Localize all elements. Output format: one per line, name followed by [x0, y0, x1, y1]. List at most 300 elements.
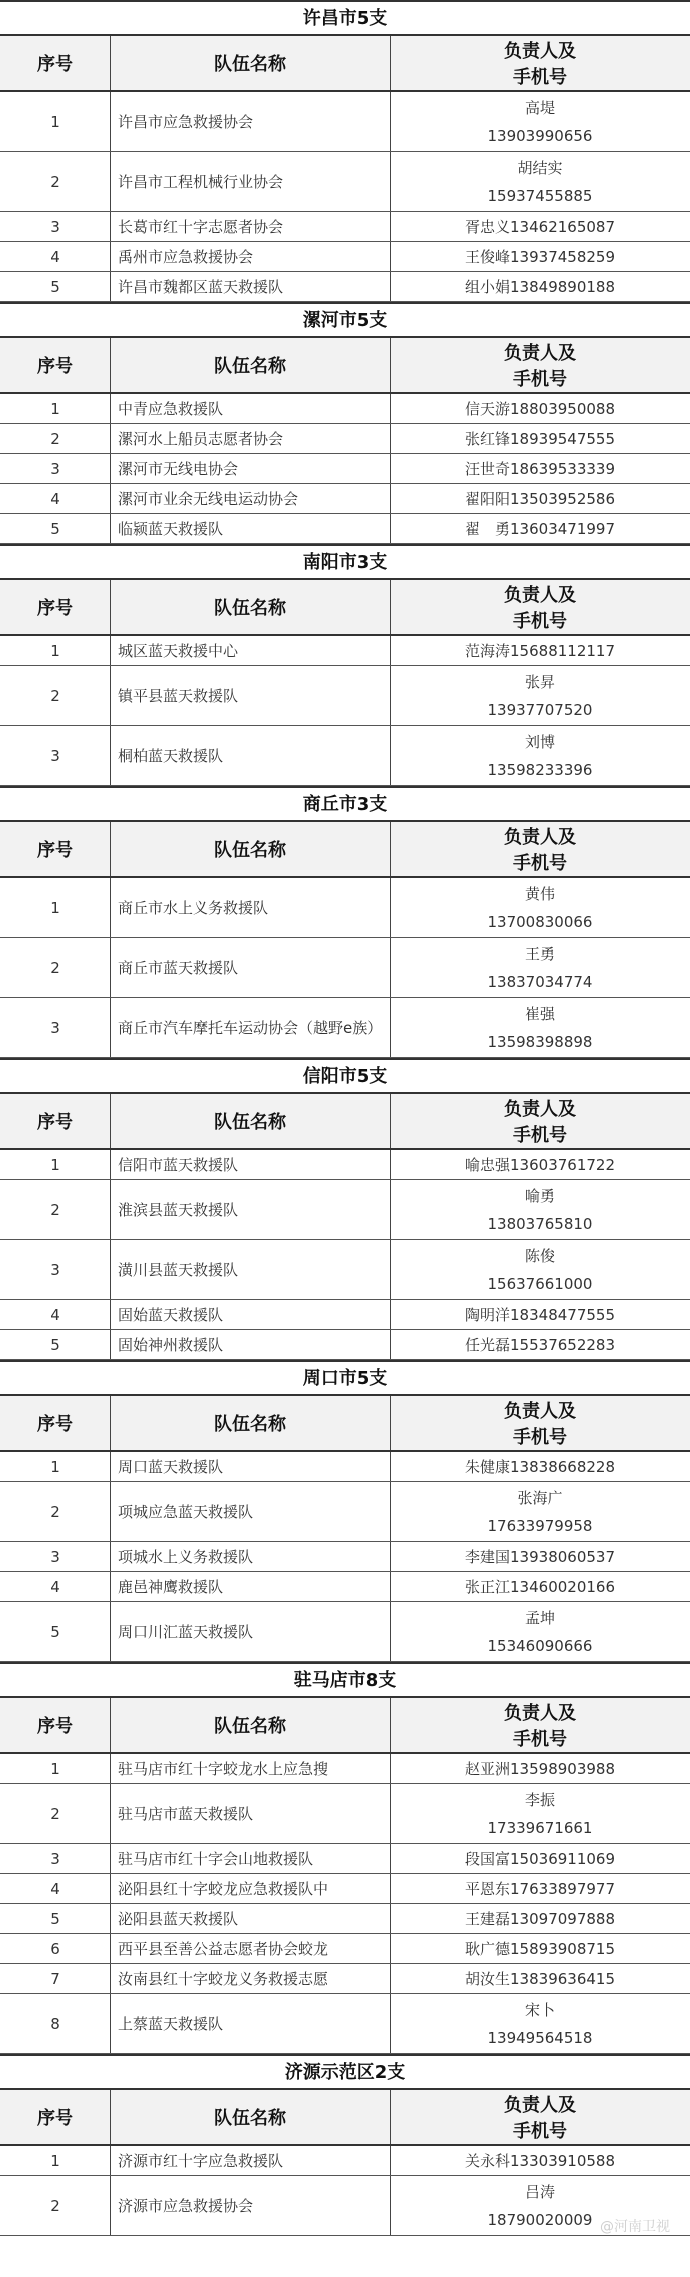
column-divider	[110, 822, 111, 876]
contact-name: 胥忠义	[465, 217, 511, 236]
column-divider	[110, 1754, 111, 1783]
header-seq: 序号	[37, 2108, 73, 2129]
contact-phone: 13837034774	[487, 972, 593, 991]
column-divider	[390, 1698, 391, 1752]
contact-cell	[390, 938, 690, 997]
column-divider	[390, 2146, 391, 2175]
contact-line	[465, 1935, 615, 1963]
column-divider	[110, 152, 111, 211]
team-name: 中青应急救援队	[118, 399, 224, 418]
team-name: 商丘市汽车摩托车运动协会（越野e族）	[118, 1018, 383, 1037]
row-number: 5	[50, 1335, 60, 1354]
contact-line	[465, 1875, 615, 1903]
column-divider	[390, 1482, 391, 1541]
header-contact-line2: 手机号	[513, 67, 567, 88]
team-name: 固始蓝天救援队	[118, 1305, 224, 1324]
column-divider	[390, 1180, 391, 1239]
contact-cell	[390, 454, 690, 483]
column-divider	[390, 1094, 391, 1148]
contact-name: 黄伟	[524, 884, 555, 903]
header-contact-line2: 手机号	[513, 2121, 567, 2142]
row-number: 5	[50, 277, 60, 296]
header-team: 队伍名称	[214, 54, 286, 75]
contact-cell	[390, 1964, 690, 1993]
contact-phone: 13462165087	[510, 217, 615, 236]
column-divider	[110, 1542, 111, 1571]
header-team: 队伍名称	[214, 1716, 286, 1737]
column-divider	[390, 998, 391, 1057]
contact-phone: 15688112117	[510, 641, 615, 660]
header-team: 队伍名称	[214, 2108, 286, 2129]
table-row	[0, 92, 690, 152]
section-title: 周口市5支	[0, 1360, 690, 1394]
contact-cell	[390, 2146, 690, 2175]
row-number: 1	[50, 641, 60, 660]
header-seq: 序号	[37, 54, 73, 75]
contact-phone: 15937455885	[487, 186, 593, 205]
contact-phone: 18790020009	[487, 2210, 593, 2229]
contact-phone: 13598903988	[510, 1759, 615, 1778]
table-row	[0, 1964, 690, 1994]
team-name: 漯河市业余无线电运动协会	[118, 489, 299, 508]
table-header	[0, 34, 690, 92]
team-name: 上蔡蓝天救援队	[118, 2014, 224, 2033]
header-contact-line1: 负责人及	[504, 2095, 576, 2116]
watermark: @河南卫视	[600, 2219, 670, 2235]
team-name: 驻马店市红十字会山地救援队	[118, 1849, 314, 1868]
contact-name: 平恩东	[465, 1879, 511, 1898]
column-divider	[390, 1150, 391, 1179]
column-divider	[110, 394, 111, 423]
contact-name: 任光磊	[465, 1335, 511, 1354]
contact-cell	[390, 424, 690, 453]
contact-line	[465, 1543, 615, 1571]
team-name: 长葛市红十字志愿者协会	[118, 217, 284, 236]
column-divider	[110, 1180, 111, 1239]
contact-name: 孟坤	[524, 1608, 555, 1627]
contact-phone: 15637661000	[487, 1274, 593, 1293]
row-number: 3	[50, 1018, 60, 1037]
contact-name: 汪世奇	[465, 459, 511, 478]
contact-cell	[390, 394, 690, 423]
header-contact-line1: 负责人及	[504, 1099, 576, 1120]
column-divider	[390, 2176, 391, 2235]
contact-cell	[390, 152, 690, 211]
table-row	[0, 1994, 690, 2054]
table-row	[0, 1602, 690, 1662]
table-row	[0, 1934, 690, 1964]
contact-name: 朱健康	[465, 1457, 511, 1476]
row-number: 1	[50, 898, 60, 917]
team-name: 固始神州救援队	[118, 1335, 224, 1354]
column-divider	[390, 726, 391, 785]
contact-line	[465, 1331, 615, 1359]
row-number: 4	[50, 1577, 60, 1596]
header-team: 队伍名称	[214, 1112, 286, 1133]
team-name: 济源市红十字应急救援队	[118, 2151, 284, 2170]
table-row	[0, 1904, 690, 1934]
contact-cell	[390, 514, 690, 543]
team-name: 泌阳县蓝天救援队	[118, 1909, 239, 1928]
contact-phone: 13603471997	[510, 519, 615, 538]
contact-line	[465, 1573, 615, 1601]
contact-phone: 13803765810	[487, 1214, 593, 1233]
contact-line	[465, 1845, 615, 1873]
column-divider	[110, 1602, 111, 1661]
contact-line	[465, 1453, 615, 1481]
team-name: 鹿邑神鹰救援队	[118, 1577, 224, 1596]
column-divider	[390, 92, 391, 151]
column-divider	[110, 938, 111, 997]
column-divider	[110, 1094, 111, 1148]
contact-name: 赵亚洲	[465, 1759, 511, 1778]
table-row	[0, 1542, 690, 1572]
contact-cell	[390, 1904, 690, 1933]
contact-name: 关永科	[465, 2151, 511, 2170]
team-name: 镇平县蓝天救援队	[118, 686, 239, 705]
contact-line	[465, 637, 615, 665]
column-divider	[110, 1240, 111, 1299]
contact-line	[465, 455, 615, 483]
table-row	[0, 2176, 690, 2236]
column-divider	[390, 1754, 391, 1783]
column-divider	[390, 2090, 391, 2144]
table-row	[0, 1844, 690, 1874]
section-title: 商丘市3支	[0, 786, 690, 820]
row-number: 6	[50, 1939, 60, 1958]
header-team: 队伍名称	[214, 840, 286, 861]
column-divider	[110, 1964, 111, 1993]
contact-phone: 13949564518	[487, 2028, 593, 2047]
column-divider	[390, 484, 391, 513]
table-row	[0, 1572, 690, 1602]
contact-name: 胡汝生	[465, 1969, 511, 1988]
header-contact-line2: 手机号	[513, 853, 567, 874]
contact-phone: 13097097888	[510, 1909, 615, 1928]
column-divider	[110, 1300, 111, 1329]
contact-cell	[390, 212, 690, 241]
header-contact	[390, 1094, 690, 1148]
contact-cell	[390, 1150, 690, 1179]
header-seq: 序号	[37, 356, 73, 377]
team-name: 许昌市魏都区蓝天救援队	[118, 277, 284, 296]
contact-cell	[390, 1482, 690, 1541]
column-divider	[390, 1240, 391, 1299]
column-divider	[110, 272, 111, 301]
column-divider	[110, 1150, 111, 1179]
column-divider	[110, 2090, 111, 2144]
row-number: 3	[50, 1849, 60, 1868]
column-divider	[110, 484, 111, 513]
row-number: 5	[50, 519, 60, 538]
header-seq: 序号	[37, 1716, 73, 1737]
contact-line	[465, 243, 615, 271]
contact-cell	[390, 1602, 690, 1661]
table-row	[0, 1754, 690, 1784]
column-divider	[110, 2176, 111, 2235]
column-divider	[390, 1542, 391, 1571]
contact-phone: 18803950088	[510, 399, 615, 418]
team-name: 商丘市蓝天救援队	[118, 958, 239, 977]
row-number: 4	[50, 247, 60, 266]
contact-cell	[390, 92, 690, 151]
row-number: 8	[50, 2014, 60, 2033]
column-divider	[110, 1698, 111, 1752]
header-contact-line2: 手机号	[513, 1729, 567, 1750]
contact-line	[465, 1301, 615, 1329]
contact-name: 翟 勇	[465, 519, 511, 538]
table-row	[0, 272, 690, 302]
contact-name: 刘博	[524, 732, 555, 751]
team-name: 漯河水上船员志愿者协会	[118, 429, 284, 448]
table-row	[0, 878, 690, 938]
column-divider	[390, 1784, 391, 1843]
section-title: 漯河市5支	[0, 302, 690, 336]
column-divider	[110, 666, 111, 725]
column-divider	[390, 878, 391, 937]
column-divider	[390, 580, 391, 634]
column-divider	[390, 1330, 391, 1359]
row-number: 1	[50, 1155, 60, 1174]
team-name: 项城水上义务救援队	[118, 1547, 254, 1566]
team-name: 泌阳县红十字蛟龙应急救援队中	[118, 1879, 329, 1898]
section-title: 信阳市5支	[0, 1058, 690, 1092]
contact-phone: 17339671661	[487, 1818, 593, 1837]
column-divider	[390, 338, 391, 392]
row-number: 1	[50, 1759, 60, 1778]
team-name: 驻马店市蓝天救援队	[118, 1804, 254, 1823]
column-divider	[110, 878, 111, 937]
team-name: 周口川汇蓝天救援队	[118, 1622, 254, 1641]
contact-line	[465, 485, 615, 513]
column-divider	[110, 1874, 111, 1903]
table-header	[0, 1394, 690, 1452]
table-row	[0, 484, 690, 514]
team-name: 潢川县蓝天救援队	[118, 1260, 239, 1279]
contact-name: 王建磊	[465, 1909, 511, 1928]
row-number: 2	[50, 1200, 60, 1219]
contact-line	[465, 395, 615, 423]
contact-phone: 17633897977	[510, 1879, 615, 1898]
contact-phone: 13839636415	[510, 1969, 615, 1988]
contact-name: 耿广德	[465, 1939, 511, 1958]
header-contact-line2: 手机号	[513, 369, 567, 390]
header-contact-line1: 负责人及	[504, 1401, 576, 1422]
contact-phone: 13838668228	[510, 1457, 615, 1476]
row-number: 7	[50, 1969, 60, 1988]
section-title: 济源示范区2支	[0, 2054, 690, 2088]
table-row	[0, 1452, 690, 1482]
contact-name: 张正江	[465, 1577, 511, 1596]
row-number: 5	[50, 1622, 60, 1641]
contact-name: 喻勇	[524, 1186, 555, 1205]
team-name: 项城应急蓝天救援队	[118, 1502, 254, 1521]
contact-phone: 18639533339	[510, 459, 615, 478]
column-divider	[390, 1602, 391, 1661]
column-divider	[390, 394, 391, 423]
table-row	[0, 1240, 690, 1300]
contact-line	[465, 1151, 615, 1179]
column-divider	[390, 938, 391, 997]
contact-cell	[390, 998, 690, 1057]
contact-cell	[390, 878, 690, 937]
contact-cell	[390, 1874, 690, 1903]
section-title: 南阳市3支	[0, 544, 690, 578]
table-row	[0, 666, 690, 726]
column-divider	[390, 514, 391, 543]
contact-phone: 13460020166	[510, 1577, 615, 1596]
table-row	[0, 1482, 690, 1542]
column-divider	[110, 1934, 111, 1963]
column-divider	[110, 424, 111, 453]
row-number: 4	[50, 1879, 60, 1898]
contact-cell	[390, 1754, 690, 1783]
section-title: 许昌市5支	[0, 0, 690, 34]
contact-phone: 13303910588	[510, 2151, 615, 2170]
contact-line	[465, 1755, 615, 1783]
header-contact-line1: 负责人及	[504, 827, 576, 848]
column-divider	[110, 36, 111, 90]
table-header	[0, 1092, 690, 1150]
header-contact	[390, 1698, 690, 1752]
contact-cell	[390, 1934, 690, 1963]
contact-phone: 17633979958	[487, 1516, 593, 1535]
table-row	[0, 636, 690, 666]
contact-name: 喻忠强	[465, 1155, 511, 1174]
table-row	[0, 212, 690, 242]
contact-name: 崔强	[524, 1004, 555, 1023]
contact-phone: 13849890188	[510, 277, 615, 296]
table-row	[0, 1330, 690, 1360]
column-divider	[390, 636, 391, 665]
table-row	[0, 2146, 690, 2176]
contact-line	[465, 425, 615, 453]
row-number: 5	[50, 1909, 60, 1928]
column-divider	[390, 1452, 391, 1481]
column-divider	[390, 272, 391, 301]
team-name: 淮滨县蓝天救援队	[118, 1200, 239, 1219]
team-name: 桐柏蓝天救援队	[118, 746, 224, 765]
contact-cell	[390, 272, 690, 301]
row-number: 1	[50, 112, 60, 131]
contact-phone: 15346090666	[487, 1636, 593, 1655]
column-divider	[390, 152, 391, 211]
row-number: 2	[50, 958, 60, 977]
contact-cell	[390, 1300, 690, 1329]
contact-cell	[390, 666, 690, 725]
header-contact-line1: 负责人及	[504, 41, 576, 62]
team-name: 济源市应急救援协会	[118, 2196, 254, 2215]
team-name: 许昌市应急救援协会	[118, 112, 254, 131]
column-divider	[110, 338, 111, 392]
contact-line	[465, 515, 615, 543]
team-name: 城区蓝天救援中心	[118, 641, 239, 660]
row-number: 3	[50, 459, 60, 478]
row-number: 2	[50, 429, 60, 448]
column-divider	[390, 1904, 391, 1933]
row-number: 3	[50, 1547, 60, 1566]
column-divider	[110, 454, 111, 483]
contact-name: 范海涛	[465, 641, 511, 660]
contact-line	[465, 213, 615, 241]
row-number: 1	[50, 399, 60, 418]
contact-line	[465, 2147, 615, 2175]
team-name: 商丘市水上义务救援队	[118, 898, 269, 917]
section-title: 驻马店市8支	[0, 1662, 690, 1696]
contact-phone: 15893908715	[510, 1939, 615, 1958]
contact-name: 信天游	[465, 399, 511, 418]
row-number: 2	[50, 686, 60, 705]
contact-line	[465, 1965, 615, 1993]
contact-cell	[390, 1452, 690, 1481]
header-contact	[390, 338, 690, 392]
team-name: 周口蓝天救援队	[118, 1457, 224, 1476]
team-name: 西平县至善公益志愿者协会蛟龙	[118, 1939, 329, 1958]
row-number: 1	[50, 2151, 60, 2170]
column-divider	[110, 726, 111, 785]
row-number: 3	[50, 217, 60, 236]
column-divider	[110, 1994, 111, 2053]
row-number: 2	[50, 172, 60, 191]
column-divider	[110, 514, 111, 543]
header-seq: 序号	[37, 1112, 73, 1133]
column-divider	[390, 1994, 391, 2053]
contact-phone: 13503952586	[510, 489, 615, 508]
team-name: 信阳市蓝天救援队	[118, 1155, 239, 1174]
header-team: 队伍名称	[214, 598, 286, 619]
table-row	[0, 242, 690, 272]
contact-phone: 13937707520	[487, 700, 593, 719]
column-divider	[110, 1572, 111, 1601]
column-divider	[110, 1904, 111, 1933]
contact-name: 张红锋	[465, 429, 511, 448]
column-divider	[110, 636, 111, 665]
team-name: 漯河市无线电协会	[118, 459, 239, 478]
header-contact	[390, 822, 690, 876]
column-divider	[110, 998, 111, 1057]
contact-phone: 13700830066	[487, 912, 593, 931]
row-number: 2	[50, 1502, 60, 1521]
contact-name: 陈俊	[524, 1246, 555, 1265]
table-row	[0, 1300, 690, 1330]
header-contact-line2: 手机号	[513, 611, 567, 632]
header-team: 队伍名称	[214, 1414, 286, 1435]
table-header	[0, 2088, 690, 2146]
header-contact	[390, 1396, 690, 1450]
row-number: 1	[50, 1457, 60, 1476]
header-seq: 序号	[37, 1414, 73, 1435]
column-divider	[110, 1482, 111, 1541]
team-name: 禹州市应急救援协会	[118, 247, 254, 266]
column-divider	[110, 242, 111, 271]
row-number: 4	[50, 1305, 60, 1324]
row-number: 3	[50, 1260, 60, 1279]
table-header	[0, 820, 690, 878]
table-row	[0, 394, 690, 424]
contact-cell	[390, 1180, 690, 1239]
header-contact	[390, 36, 690, 90]
contact-name: 陶明洋	[465, 1305, 511, 1324]
header-contact-line2: 手机号	[513, 1427, 567, 1448]
contact-cell	[390, 484, 690, 513]
contact-phone: 13598233396	[487, 760, 593, 779]
header-seq: 序号	[37, 598, 73, 619]
contact-cell	[390, 242, 690, 271]
contact-name: 王勇	[524, 944, 555, 963]
column-divider	[110, 2146, 111, 2175]
header-contact	[390, 580, 690, 634]
table-row	[0, 424, 690, 454]
